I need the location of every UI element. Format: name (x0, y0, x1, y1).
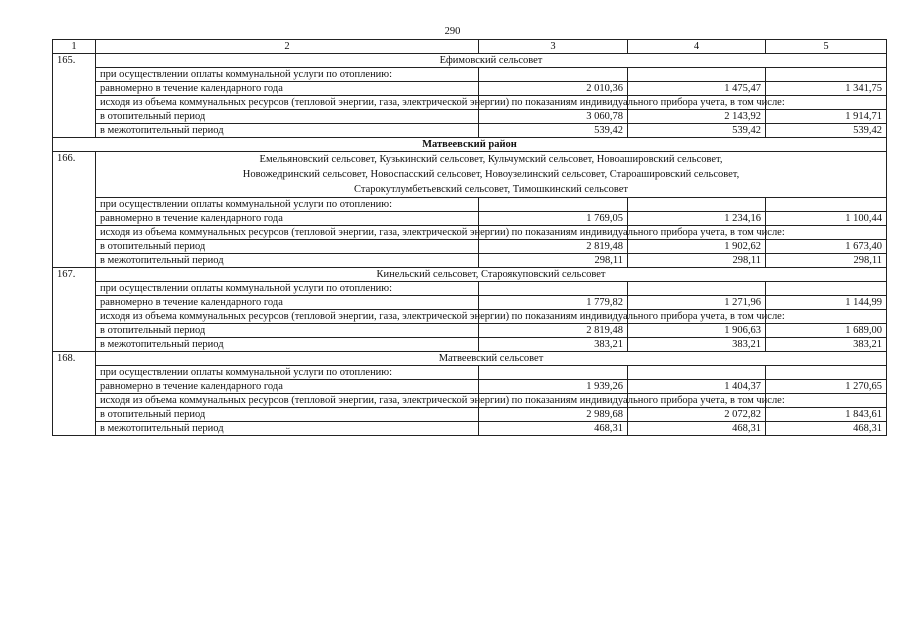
tariff-value: 298,11 (766, 254, 887, 268)
tariff-value: 468,31 (628, 422, 766, 436)
column-header: 2 (96, 40, 479, 54)
tariff-value: 383,21 (766, 338, 887, 352)
tariff-value: 1 341,75 (766, 82, 887, 96)
tariff-value (766, 68, 887, 82)
tariff-value: 1 689,00 (766, 324, 887, 338)
settlement-header-row (53, 152, 887, 198)
tariff-value: 539,42 (628, 124, 766, 138)
tariff-value: 2 989,68 (479, 408, 628, 422)
tariff-label: в отопительный период (96, 408, 479, 422)
column-header: 4 (628, 40, 766, 54)
tariff-row (53, 422, 887, 436)
tariff-row (53, 380, 887, 394)
settlement-name: Ефимовский сельсовет (96, 54, 887, 68)
tariff-value (479, 198, 628, 212)
tariff-label: исходя из объема коммунальных ресурсов (тепловой энергии, газа, электрической энергии) по показаниям индивидуального прибора учета, в том числе: (96, 96, 479, 110)
settlement-name-line: Старокутлумбетьевский сельсовет, Тимошкинский сельсовет (354, 184, 628, 195)
region-header-row (53, 138, 887, 152)
tariff-value: 1 404,37 (628, 380, 766, 394)
tariff-label: при осуществлении оплаты коммунальной услуги по отоплению: (96, 282, 479, 296)
tariff-label: при осуществлении оплаты коммунальной услуги по отоплению: (96, 198, 479, 212)
tariff-value: 1 843,61 (766, 408, 887, 422)
tariff-value: 1 914,71 (766, 110, 887, 124)
tariff-value (766, 366, 887, 380)
tariff-value: 1 906,63 (628, 324, 766, 338)
tariff-label: при осуществлении оплаты коммунальной услуги по отоплению: (96, 366, 479, 380)
tariff-value (766, 282, 887, 296)
item-number: 168. (53, 352, 96, 436)
tariff-value: 1 270,65 (766, 380, 887, 394)
tariff-value: 298,11 (628, 254, 766, 268)
tariff-value: 383,21 (628, 338, 766, 352)
tariff-row (53, 68, 887, 82)
settlement-header-row (53, 54, 887, 68)
tariff-label: исходя из объема коммунальных ресурсов (тепловой энергии, газа, электрической энергии) по показаниям индивидуального прибора учета, в том числе: (96, 310, 479, 324)
tariff-value (479, 282, 628, 296)
column-header: 3 (479, 40, 628, 54)
tariff-value: 1 673,40 (766, 240, 887, 254)
tariff-value (766, 198, 887, 212)
tariff-row (53, 408, 887, 422)
tariff-row (53, 240, 887, 254)
item-number: 166. (53, 152, 96, 268)
page-number: 290 (444, 26, 461, 37)
tariff-row (53, 338, 887, 352)
settlement-header-row (53, 268, 887, 282)
tariff-row (53, 124, 887, 138)
tariff-value: 1 271,96 (628, 296, 766, 310)
tariff-label: в межотопительный период (96, 124, 479, 138)
column-header: 1 (53, 40, 96, 54)
tariff-value: 468,31 (479, 422, 628, 436)
tariff-row (53, 110, 887, 124)
settlement-name-line: Емельяновский сельсовет, Кузькинский сельсовет, Кульчумский сельсовет, Новоашировский сельсовет, (259, 154, 723, 165)
settlement-name-line: Новожедринский сельсовет, Новоспасский сельсовет, Новоузелинский сельсовет, Староашировский сельсовет, (242, 169, 740, 180)
tariff-value (479, 366, 628, 380)
tariff-label: в отопительный период (96, 240, 479, 254)
tariff-label: в межотопительный период (96, 338, 479, 352)
tariff-label: равномерно в течение календарного года (96, 82, 479, 96)
tariff-value: 1 902,62 (628, 240, 766, 254)
tariff-label: в межотопительный период (96, 254, 479, 268)
settlement-name: Кинельский сельсовет, Староякуповский сельсовет (96, 268, 887, 282)
settlement-name (96, 152, 887, 198)
column-number-row (53, 40, 887, 54)
tariff-value: 2 143,92 (628, 110, 766, 124)
tariff-label: исходя из объема коммунальных ресурсов (тепловой энергии, газа, электрической энергии) по показаниям индивидуального прибора учета, в том числе: (96, 226, 479, 240)
tariff-row (53, 282, 887, 296)
item-number: 167. (53, 268, 96, 352)
tariff-label: равномерно в течение календарного года (96, 212, 479, 226)
tariff-value (628, 198, 766, 212)
tariff-value: 2 819,48 (479, 240, 628, 254)
tariff-value: 1 769,05 (479, 212, 628, 226)
tariff-value: 2 072,82 (628, 408, 766, 422)
tariff-value (479, 68, 628, 82)
tariff-label: равномерно в течение календарного года (96, 296, 479, 310)
tariff-row (53, 82, 887, 96)
tariff-row (53, 212, 887, 226)
tariff-value: 1 100,44 (766, 212, 887, 226)
tariff-value: 539,42 (479, 124, 628, 138)
settlement-header-row (53, 352, 887, 366)
tariff-value: 1 144,99 (766, 296, 887, 310)
tariff-value: 1 234,16 (628, 212, 766, 226)
tariff-value: 298,11 (479, 254, 628, 268)
tariff-value (628, 282, 766, 296)
tariff-row (53, 394, 887, 408)
tariff-label: в отопительный период (96, 324, 479, 338)
tariff-row (53, 254, 887, 268)
tariff-label: в межотопительный период (96, 422, 479, 436)
tariff-table (52, 39, 887, 436)
tariff-table-body (53, 40, 887, 436)
column-header: 5 (766, 40, 887, 54)
region-name: Матвеевский район (53, 138, 887, 152)
tariff-value: 468,31 (766, 422, 887, 436)
tariff-label: исходя из объема коммунальных ресурсов (тепловой энергии, газа, электрической энергии) по показаниям индивидуального прибора учета, в том числе: (96, 394, 479, 408)
tariff-row (53, 96, 887, 110)
tariff-value: 2 010,36 (479, 82, 628, 96)
tariff-label: в отопительный период (96, 110, 479, 124)
tariff-value (628, 68, 766, 82)
tariff-row (53, 198, 887, 212)
tariff-value: 1 475,47 (628, 82, 766, 96)
tariff-row (53, 310, 887, 324)
tariff-label: равномерно в течение календарного года (96, 380, 479, 394)
tariff-row (53, 324, 887, 338)
tariff-row (53, 366, 887, 380)
tariff-row (53, 226, 887, 240)
tariff-value: 3 060,78 (479, 110, 628, 124)
tariff-row (53, 296, 887, 310)
tariff-label: при осуществлении оплаты коммунальной услуги по отоплению: (96, 68, 479, 82)
item-number: 165. (53, 54, 96, 138)
tariff-value (628, 366, 766, 380)
tariff-value: 2 819,48 (479, 324, 628, 338)
tariff-value: 1 779,82 (479, 296, 628, 310)
tariff-value: 1 939,26 (479, 380, 628, 394)
tariff-value: 539,42 (766, 124, 887, 138)
tariff-value: 383,21 (479, 338, 628, 352)
settlement-name: Матвеевский сельсовет (96, 352, 887, 366)
